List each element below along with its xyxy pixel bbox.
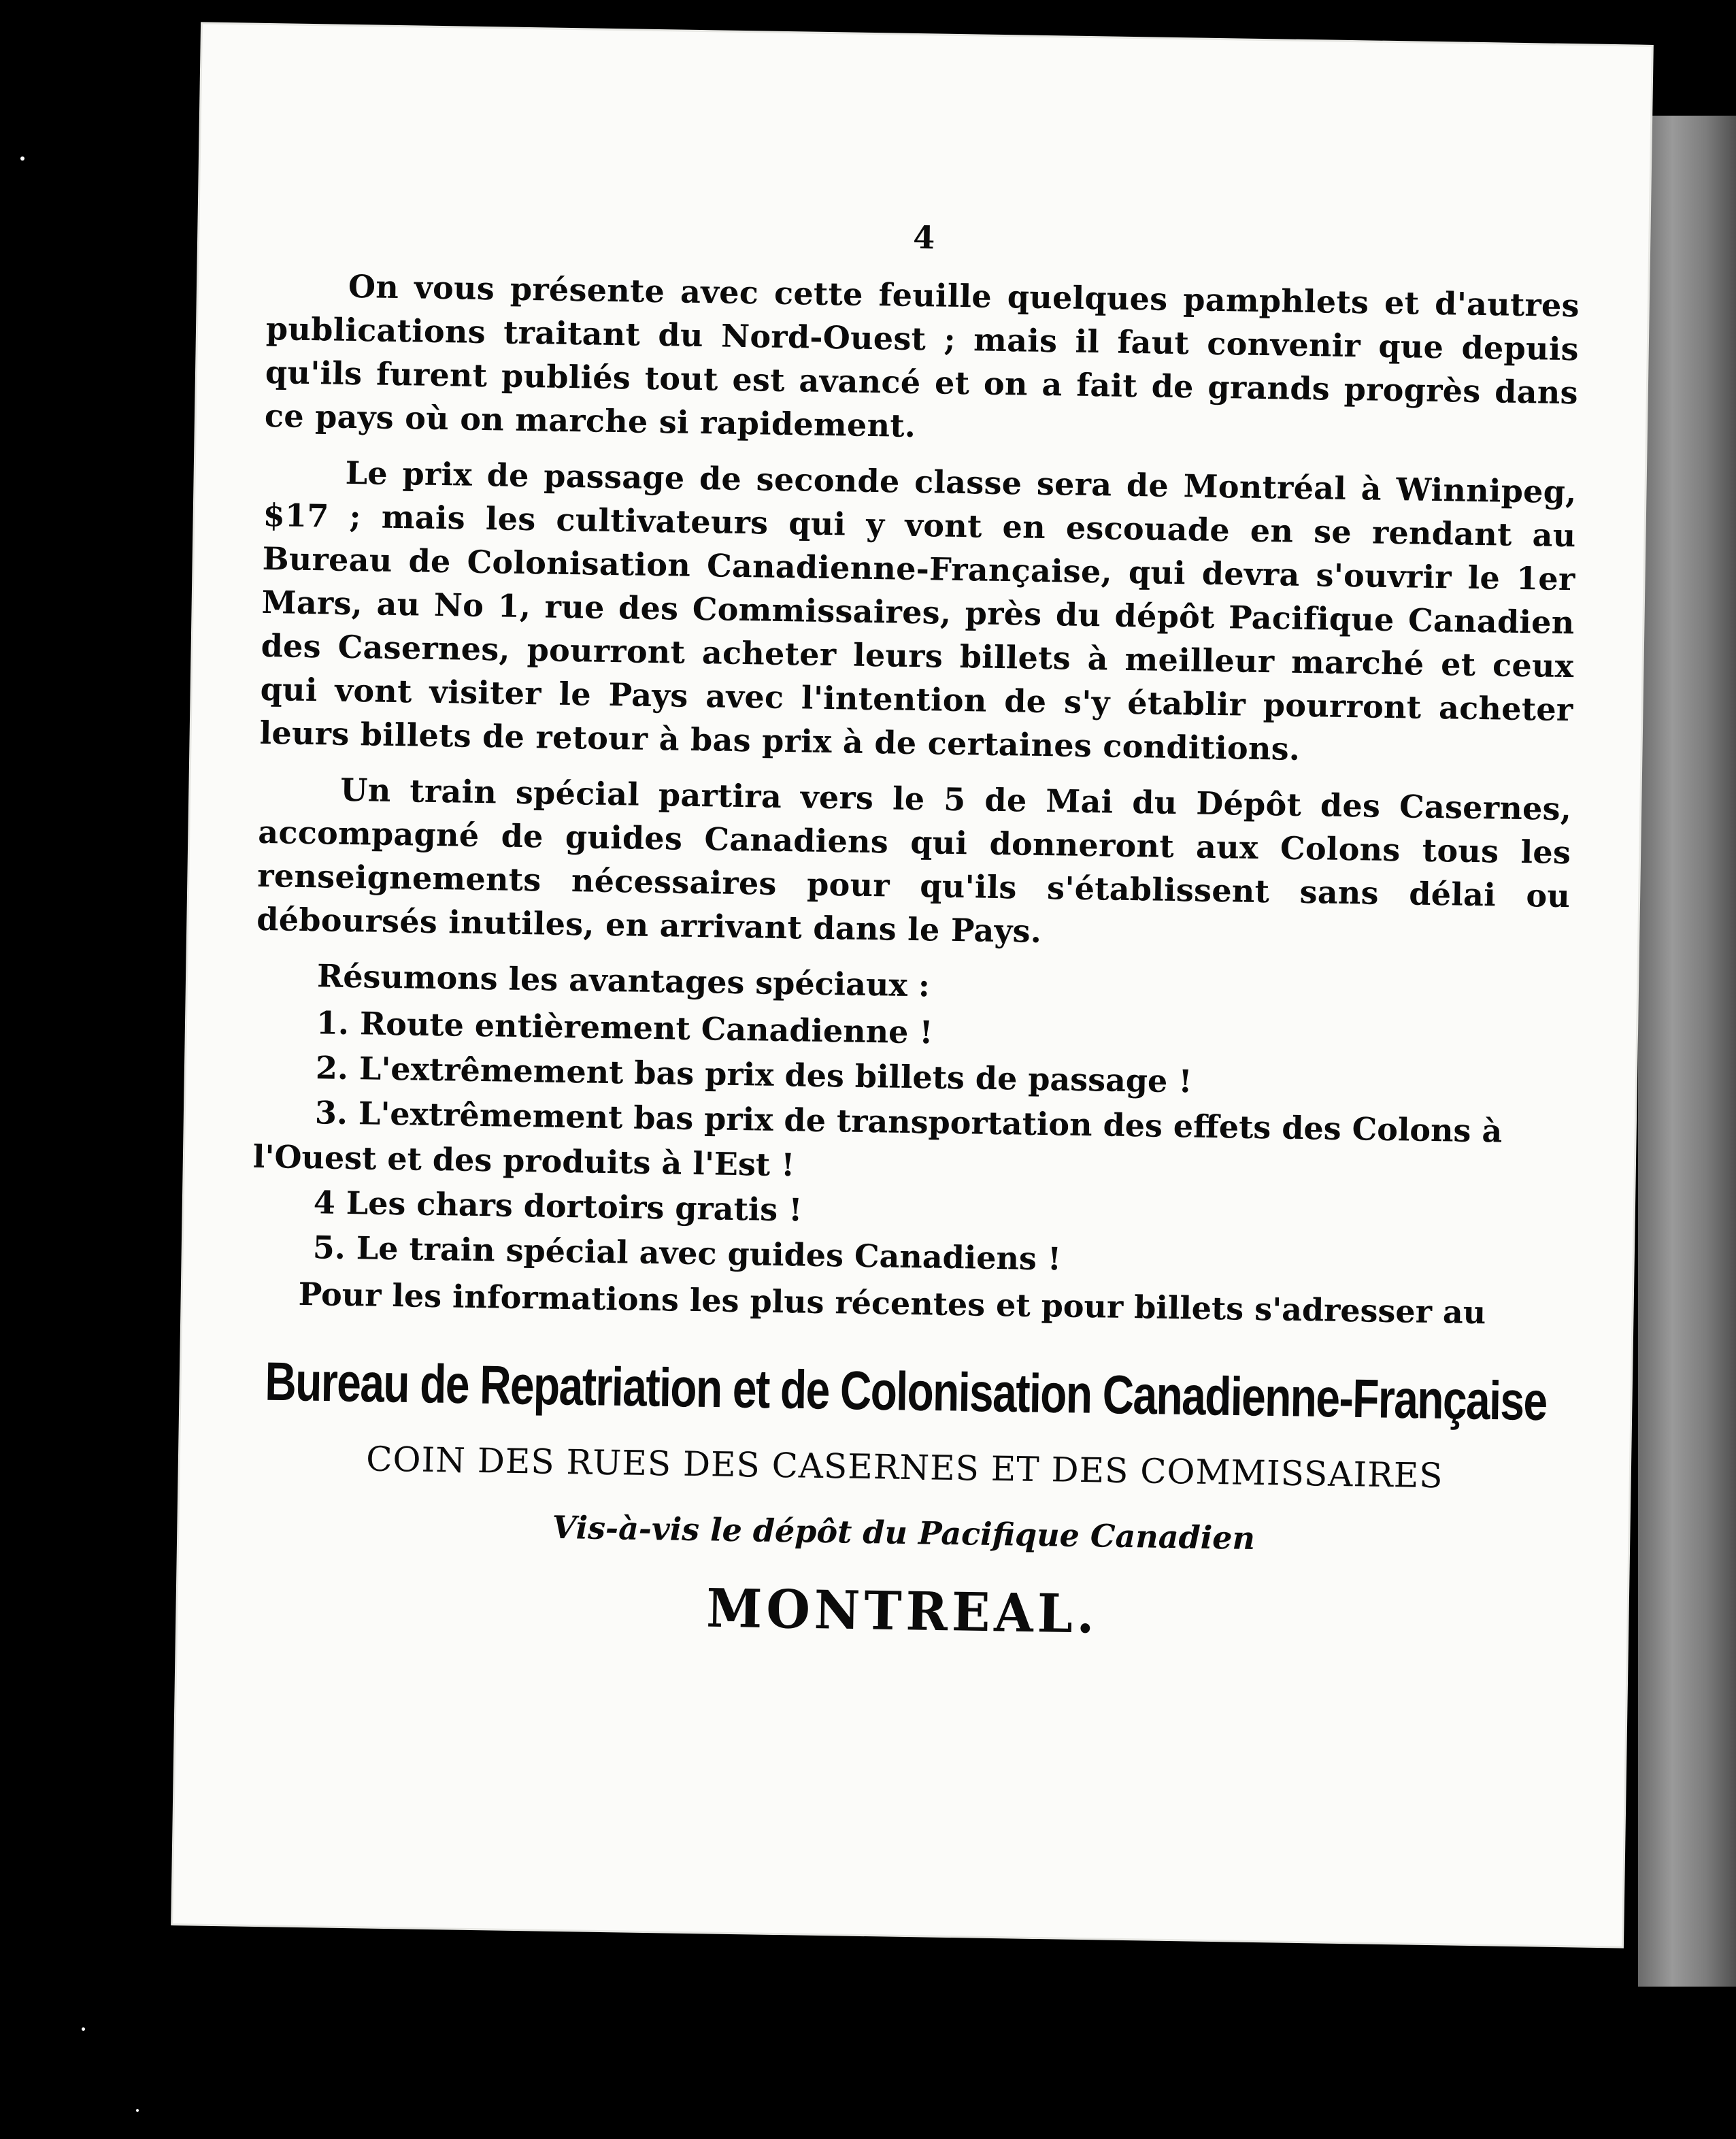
list-item: 4 Les chars dortoirs gratis ! [313, 1184, 803, 1229]
list-item: 3. L'extrêmement bas prix de transportation des effets des Colons à l'Ouest et des produits à l'Est ! [252, 1094, 1503, 1184]
page-content [246, 209, 1581, 1651]
office-landmark: Vis-à-vis le dépôt du Pacifique Canadien [552, 1508, 1256, 1557]
paragraph-intro: On vous présente avec cette feuille quelques pamphlets et d'autres publications traitant du Nord-Ouest ; mais il faut convenir que depuis qu'ils furent publiés tout est avancé et on a fait de grands progrès dans ce pays où on marche si rapidement. [264, 267, 1580, 444]
office-city: MONTREAL. [705, 1578, 1099, 1646]
scan-speck [20, 156, 24, 161]
office-address: COIN DES RUES DES CASERNES ET DES COMMISSAIRES [365, 1439, 1443, 1496]
scan-speck [82, 2027, 85, 2031]
summary-heading: Résumons les avantages spéciaux : [316, 957, 931, 1004]
page-number: 4 [912, 218, 935, 256]
paragraph-fares: Le prix de passage de seconde classe sera de Montréal à Winnipeg, $17 ; mais les cultivateurs qui y vont en escouade en se rendant au Bureau de Colonisation Canadienne-Française, qui devra s'ouvrir le 1er Mars, au No 1, rue des Commissaires, près du dépôt Pacifique Canadien des Casernes, pourront acheter leurs billets à meilleur marché et ceux qui vont visiter le Pays avec l'intention de s'y établir pourront acheter leurs billets de retour à bas prix à de certaines conditions. [259, 454, 1577, 767]
list-item: 2. L'extrêmement bas prix des billets de passage ! [315, 1049, 1192, 1100]
scan-speck [136, 2109, 139, 2112]
document-page [173, 24, 1652, 1946]
adjacent-page-edge [1638, 116, 1736, 2089]
contact-instruction: Pour les informations les plus récentes et pour billets s'adresser au [298, 1275, 1486, 1331]
scan-margin-bottom [0, 1987, 1736, 2139]
paragraph-special-train: Un train spécial partira vers le 5 de Mai du Dépôt des Casernes, accompagné de guides Canadiens qui donneront aux Colons tous les renseignements nécessaires pour qu'ils s'établissent sans délai ou déboursés inutiles, en arrivant dans le Pays. [256, 771, 1572, 950]
office-name: Bureau de Repatriation et de Colonisation Canadienne-Française [264, 1350, 1548, 1432]
list-item: 5. Le train spécial avec guides Canadiens ! [312, 1229, 1062, 1278]
list-item: 1. Route entièrement Canadienne ! [316, 1004, 934, 1051]
advantages-list [251, 999, 1568, 1289]
